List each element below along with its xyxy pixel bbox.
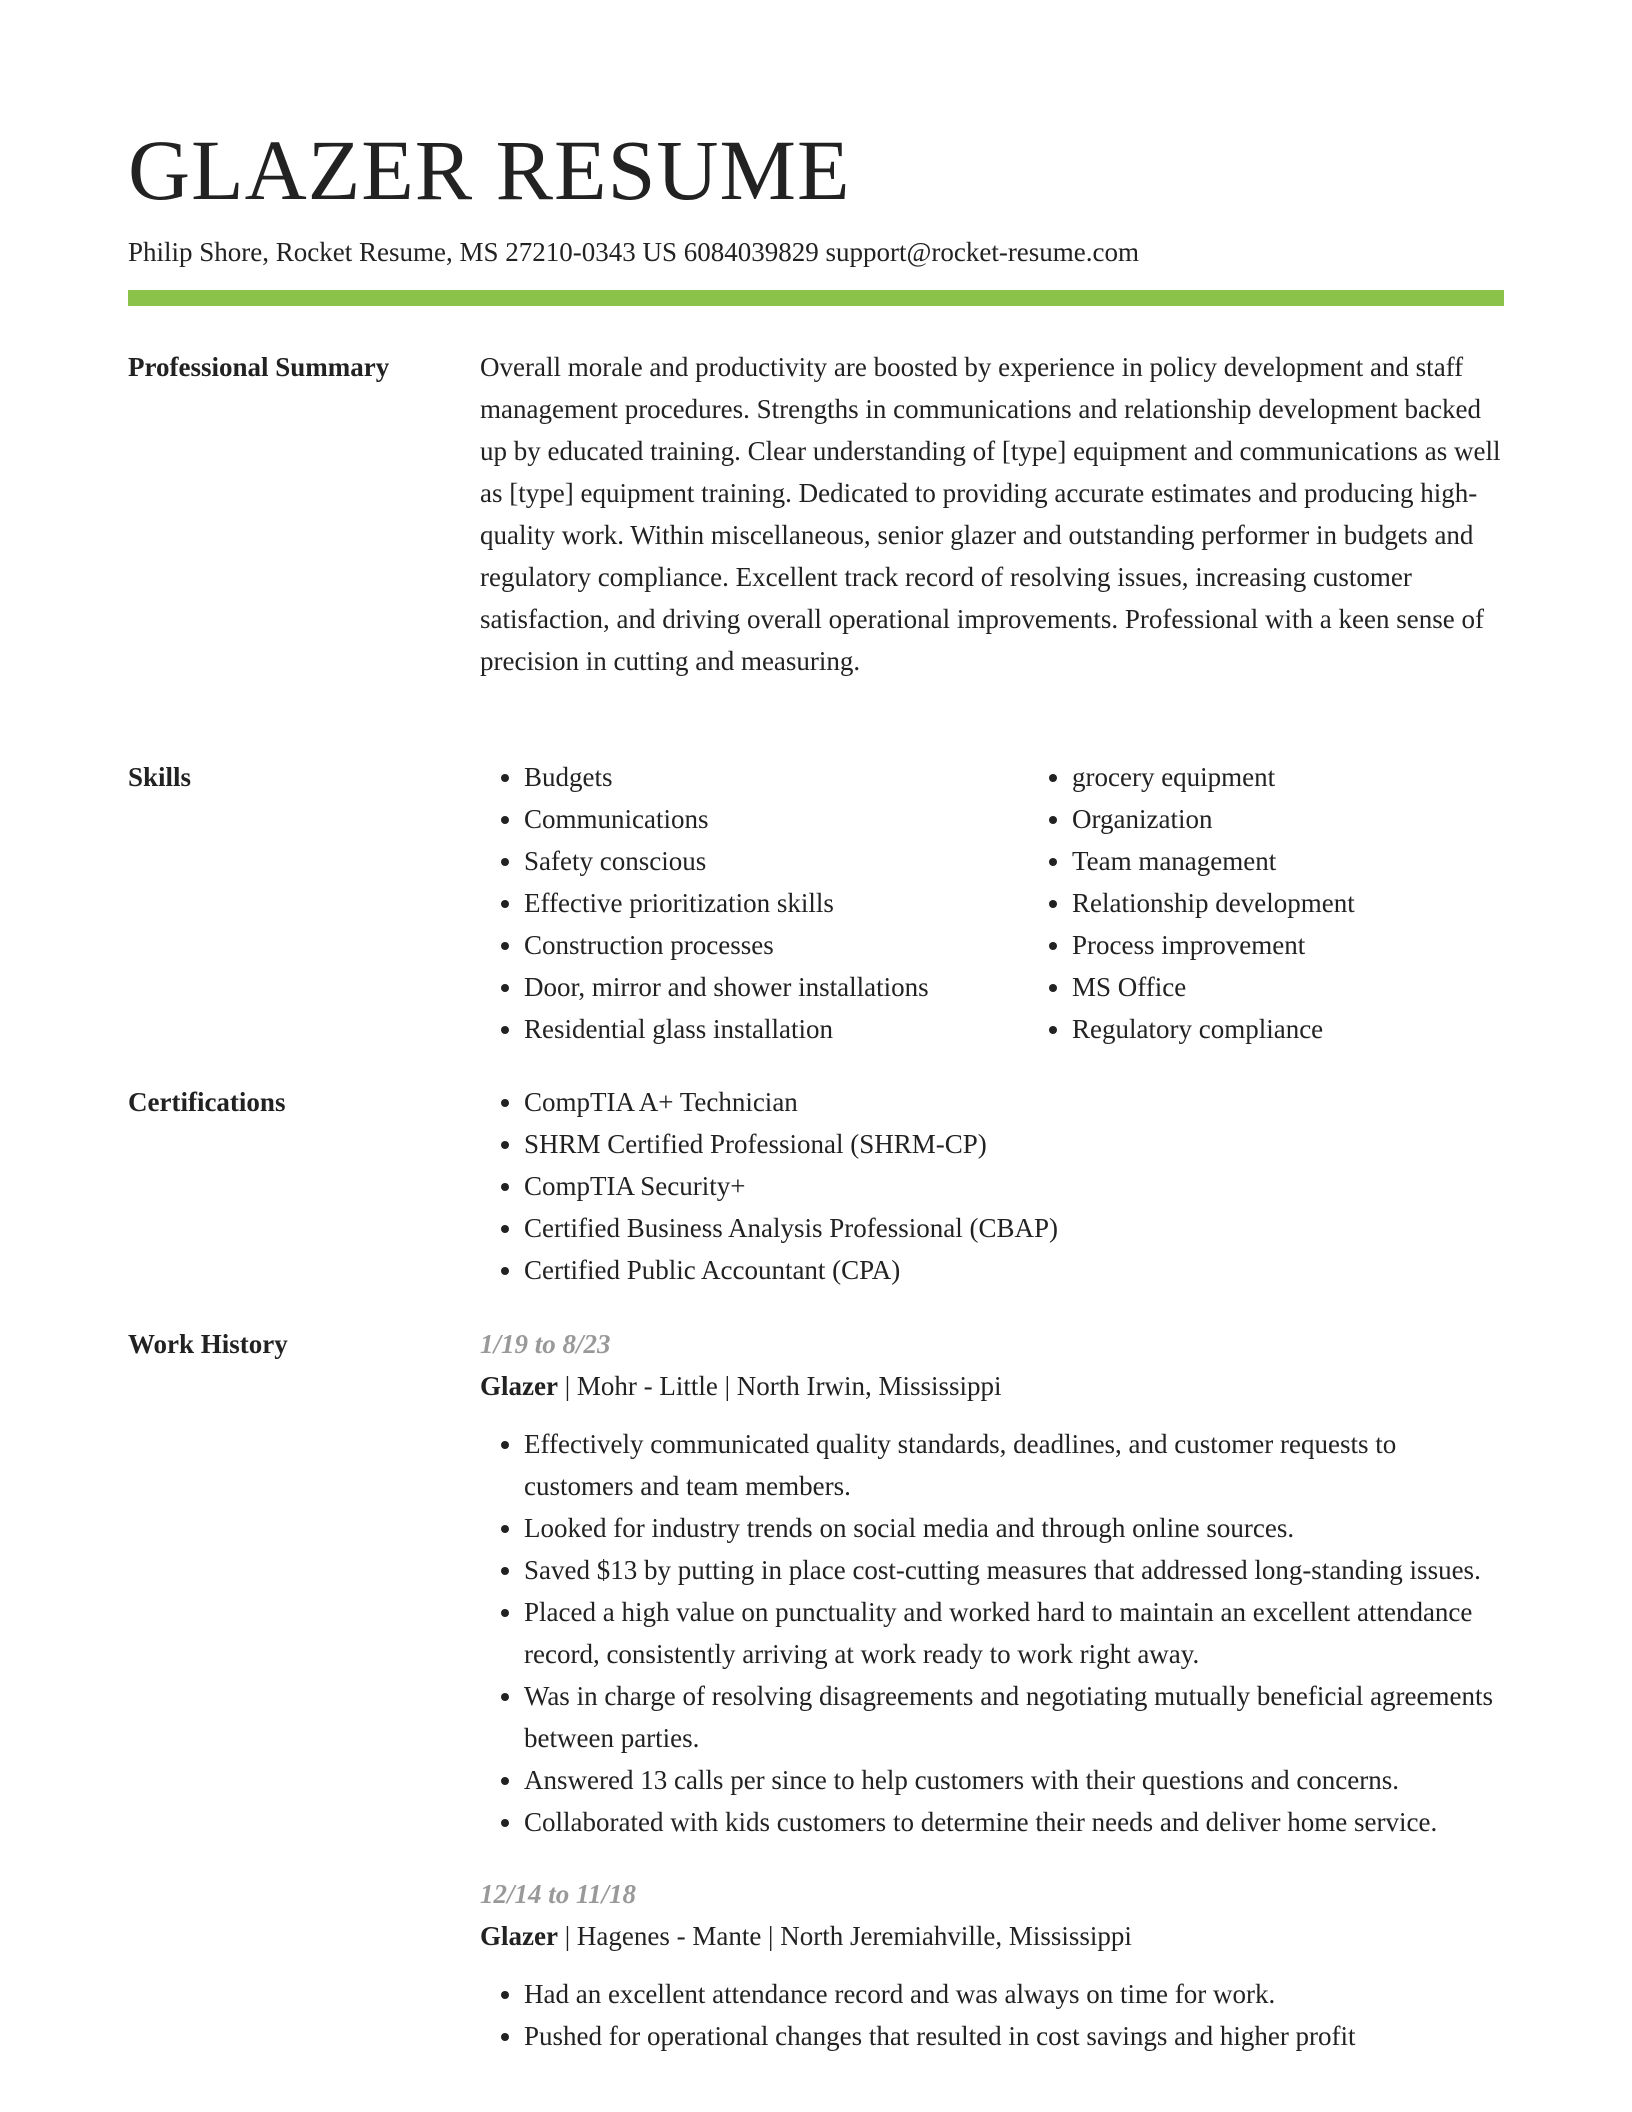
skill-item: • Communications — [524, 798, 1028, 840]
job-title: Glazer — [480, 1921, 558, 1951]
job-dates: 1/19 to 8/23 — [480, 1329, 611, 1359]
job-title: Glazer — [480, 1371, 558, 1401]
job-heading — [480, 1915, 1504, 1957]
work-history-section — [128, 1323, 1504, 2057]
job-bullet: • Saved $13 by putting in place cost-cutting measures that addressed long-standing issues. — [524, 1549, 1504, 1591]
certification-item: • CompTIA Security+ — [524, 1165, 1504, 1207]
job-bullet: • Effectively communicated quality standards, deadlines, and customer requests to customers and team members. — [524, 1423, 1504, 1507]
accent-divider — [128, 290, 1504, 306]
job-bullet: • Placed a high value on punctuality and worked hard to maintain an excellent attendance record, consistently arriving at work ready to work right away. — [524, 1591, 1504, 1675]
skill-item: • Organization — [1072, 798, 1592, 840]
job-bullet: • Answered 13 calls per since to help customers with their questions and concerns. — [524, 1759, 1504, 1801]
certification-item: • Certified Business Analysis Professional (CBAP) — [524, 1207, 1504, 1249]
skill-item: • Regulatory compliance — [1072, 1008, 1592, 1050]
job-bullet: • Collaborated with kids customers to determine their needs and deliver home service. — [524, 1801, 1504, 1843]
certifications-label: Certifications — [128, 1087, 286, 1117]
skill-item: • Process improvement — [1072, 924, 1592, 966]
job-dates: 12/14 to 11/18 — [480, 1879, 637, 1909]
resume-title: GLAZER RESUME — [128, 122, 851, 218]
certifications-list — [480, 1081, 1504, 1291]
skill-item: • Door, mirror and shower installations — [524, 966, 1028, 1008]
skills-label: Skills — [128, 762, 192, 792]
skill-item: • MS Office — [1072, 966, 1592, 1008]
contact-line: Philip Shore, Rocket Resume, MS 27210-0343 US 6084039829 support@rocket-resume.com — [128, 237, 1140, 267]
job-bullets — [480, 1973, 1504, 2057]
certification-item: • Certified Public Accountant (CPA) — [524, 1249, 1504, 1291]
summary-section — [128, 346, 1504, 682]
job-bullet: • Was in charge of resolving disagreements and negotiating mutually beneficial agreements between parties. — [524, 1675, 1504, 1759]
skill-item: • Relationship development — [1072, 882, 1592, 924]
skill-item: • grocery equipment — [1072, 756, 1592, 798]
job-entry — [480, 1873, 1504, 2057]
skill-item: • Construction processes — [524, 924, 1028, 966]
skill-item: • Team management — [1072, 840, 1592, 882]
work-history-label: Work History — [128, 1329, 288, 1359]
job-bullet: • Had an excellent attendance record and was always on time for work. — [524, 1973, 1504, 2015]
job-company: | Hagenes - Mante | North Jeremiahville, Mississippi — [557, 1921, 1132, 1951]
summary-text: Overall morale and productivity are boosted by experience in policy development and staff management procedures. Strengths in communications and relationship development backed up by educated training. Clear understanding of [type] equipment and communications as well as [type] equipment training. Dedicated to providing accurate estimates and producing high-quality work. Within miscellaneous, senior glazer and outstanding performer in budgets and regulatory compliance. Excellent track record of resolving issues, increasing customer satisfaction, and driving overall operational improvements. Professional with a keen sense of precision in cutting and measuring. — [480, 352, 1501, 676]
job-bullets — [480, 1423, 1504, 1843]
skill-item: • Budgets — [524, 756, 1028, 798]
certifications-section — [128, 1081, 1504, 1291]
skills-list-col2 — [1028, 756, 1592, 1050]
skill-item: • Effective prioritization skills — [524, 882, 1028, 924]
certification-item: • SHRM Certified Professional (SHRM-CP) — [524, 1123, 1504, 1165]
job-entry — [480, 1323, 1504, 1843]
job-heading — [480, 1365, 1504, 1407]
skills-section — [128, 756, 1504, 1050]
job-company: | Mohr - Little | North Irwin, Mississippi — [557, 1371, 1002, 1401]
summary-label: Professional Summary — [128, 352, 390, 382]
skill-item: • Residential glass installation — [524, 1008, 1028, 1050]
skills-list-col1 — [480, 756, 1028, 1050]
job-bullet: • Looked for industry trends on social media and through online sources. — [524, 1507, 1504, 1549]
certification-item: • CompTIA A+ Technician — [524, 1081, 1504, 1123]
resume-page — [128, 0, 1504, 2051]
job-bullet: • Pushed for operational changes that resulted in cost savings and higher profit — [524, 2015, 1504, 2057]
skill-item: • Safety conscious — [524, 840, 1028, 882]
